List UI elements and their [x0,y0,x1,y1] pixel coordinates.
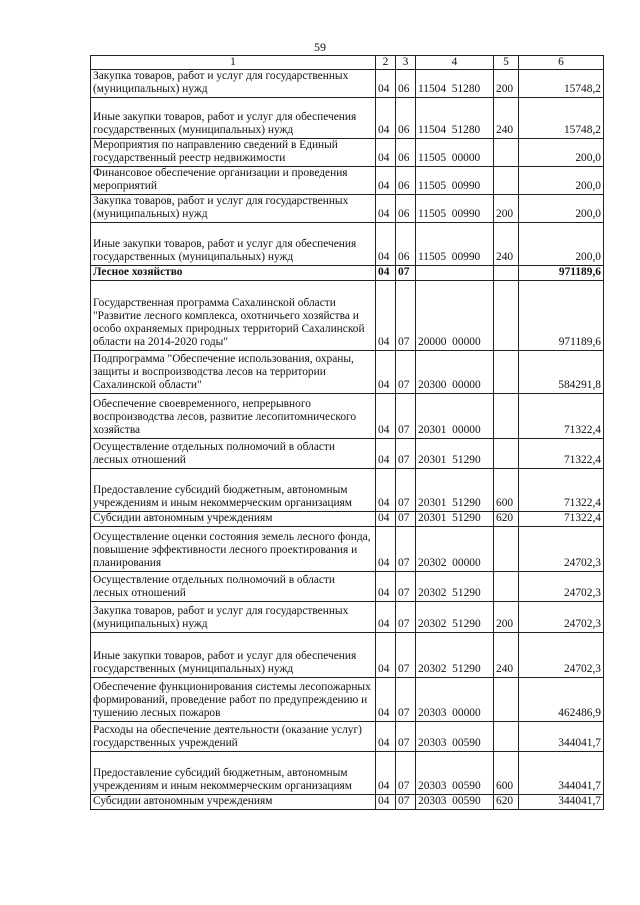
header-row [91,56,604,70]
expense-type-cell [494,350,519,393]
section-code-cell: 04 [376,70,396,97]
amount-cell: 71322,4 [519,511,604,526]
subsection-code-cell: 07 [396,393,416,438]
target-article-cell: 20303 00590 [416,751,494,794]
section-code-cell: 04 [376,194,396,222]
target-article-cell: 20000 00000 [416,280,494,350]
amount-cell: 200,0 [519,166,604,194]
target-article-cell: 20301 51290 [416,438,494,468]
expense-name-cell: Мероприятия по направлению сведений в Единый государственный реестр недвижимости [91,138,376,166]
subsection-code-cell: 07 [396,265,416,280]
section-code-cell: 04 [376,751,396,794]
expense-type-cell [494,166,519,194]
budget-table [90,55,604,810]
section-code-cell: 04 [376,601,396,632]
subsection-code-cell: 06 [396,138,416,166]
expense-type-cell [494,438,519,468]
amount-cell: 24702,3 [519,526,604,571]
amount-cell: 24702,3 [519,571,604,601]
expense-type-cell: 620 [494,794,519,809]
target-article-cell: 11504 51280 [416,97,494,138]
amount-cell: 344041,7 [519,794,604,809]
target-article-cell: 20302 51290 [416,601,494,632]
table-row [91,138,604,166]
target-article-cell: 11505 00990 [416,166,494,194]
column-header: 6 [519,56,604,70]
table-row [91,70,604,97]
subsection-code-cell: 07 [396,468,416,511]
amount-cell: 15748,2 [519,70,604,97]
table-row [91,393,604,438]
subsection-code-cell: 07 [396,438,416,468]
subsection-code-cell: 07 [396,350,416,393]
subsection-code-cell: 06 [396,166,416,194]
amount-cell: 71322,4 [519,438,604,468]
amount-cell: 24702,3 [519,632,604,677]
table-row [91,350,604,393]
expense-type-cell: 200 [494,70,519,97]
subsection-code-cell: 07 [396,677,416,721]
section-code-cell: 04 [376,468,396,511]
expense-name-cell: Осуществление отдельных полномочий в области лесных отношений [91,438,376,468]
expense-name-cell: Обеспечение функционирования системы лесопожарных формирований, проведение работ по предупреждению и тушению лесных пожаров [91,677,376,721]
section-code-cell: 04 [376,222,396,265]
section-code-cell: 04 [376,280,396,350]
expense-type-cell: 240 [494,97,519,138]
target-article-cell: 20303 00590 [416,794,494,809]
section-code-cell: 04 [376,526,396,571]
page-number: 59 [314,40,326,54]
amount-cell: 344041,7 [519,721,604,751]
table-row [91,601,604,632]
target-article-cell: 20300 00000 [416,350,494,393]
subsection-code-cell: 07 [396,526,416,571]
target-article-cell: 20302 00000 [416,526,494,571]
section-code-cell: 04 [376,166,396,194]
section-code-cell: 04 [376,438,396,468]
expense-name-cell: Обеспечение своевременного, непрерывного воспроизводства лесов, развитие лесопитомнического хозяйства [91,393,376,438]
target-article-cell [416,265,494,280]
table-row [91,751,604,794]
amount-cell: 462486,9 [519,677,604,721]
table-row [91,97,604,138]
target-article-cell: 11505 00990 [416,222,494,265]
subsection-code-cell: 07 [396,571,416,601]
target-article-cell: 20301 00000 [416,393,494,438]
amount-cell: 971189,6 [519,280,604,350]
expense-type-cell: 620 [494,511,519,526]
subsection-code-cell: 06 [396,70,416,97]
subsection-code-cell: 07 [396,794,416,809]
expense-name-cell: Закупка товаров, работ и услуг для государственных (муниципальных) нужд [91,601,376,632]
target-article-cell: 11505 00990 [416,194,494,222]
subsection-code-cell: 07 [396,751,416,794]
expense-name-cell: Субсидии автономным учреждениям [91,511,376,526]
expense-type-cell [494,571,519,601]
section-code-cell: 04 [376,632,396,677]
expense-name-cell: Иные закупки товаров, работ и услуг для обеспечения государственных (муниципальных) нужд [91,632,376,677]
table-body [91,70,604,809]
section-code-cell: 04 [376,794,396,809]
section-code-cell: 04 [376,677,396,721]
subsection-code-cell: 06 [396,194,416,222]
amount-cell: 71322,4 [519,393,604,438]
table-row [91,526,604,571]
expense-type-cell: 200 [494,194,519,222]
amount-cell: 200,0 [519,138,604,166]
subsection-code-cell: 07 [396,601,416,632]
target-article-cell: 11504 51280 [416,70,494,97]
table-row [91,194,604,222]
section-code-cell: 04 [376,97,396,138]
amount-cell: 200,0 [519,222,604,265]
expense-name-cell: Предоставление субсидий бюджетным, автономным учреждениям и иным некоммерческим организациям [91,468,376,511]
subsection-code-cell: 07 [396,511,416,526]
section-code-cell: 04 [376,265,396,280]
table-row [91,794,604,809]
expense-type-cell: 240 [494,632,519,677]
expense-name-cell: Субсидии автономным учреждениям [91,794,376,809]
subsection-code-cell: 07 [396,280,416,350]
column-header: 4 [416,56,494,70]
section-code-cell: 04 [376,511,396,526]
table-row [91,280,604,350]
expense-type-cell: 600 [494,751,519,794]
expense-type-cell: 240 [494,222,519,265]
expense-name-cell: Расходы на обеспечение деятельности (оказание услуг) государственных учреждений [91,721,376,751]
section-code-cell: 04 [376,138,396,166]
column-header: 5 [494,56,519,70]
amount-cell: 24702,3 [519,601,604,632]
amount-cell: 971189,6 [519,265,604,280]
amount-cell: 584291,8 [519,350,604,393]
expense-type-cell: 200 [494,601,519,632]
table-row [91,468,604,511]
target-article-cell: 20302 51290 [416,632,494,677]
section-code-cell: 04 [376,571,396,601]
table-row [91,721,604,751]
expense-name-cell: Закупка товаров, работ и услуг для государственных (муниципальных) нужд [91,194,376,222]
table-row [91,632,604,677]
table-row [91,677,604,721]
expense-name-cell: Осуществление отдельных полномочий в области лесных отношений [91,571,376,601]
column-header: 1 [91,56,376,70]
subsection-code-cell: 06 [396,222,416,265]
expense-type-cell [494,280,519,350]
expense-name-cell: Закупка товаров, работ и услуг для государственных (муниципальных) нужд [91,70,376,97]
table-row [91,265,604,280]
expense-name-cell: Осуществление оценки состояния земель лесного фонда, повышение эффективности лесного проектирования и планирования [91,526,376,571]
subsection-code-cell: 06 [396,97,416,138]
expense-name-cell: Иные закупки товаров, работ и услуг для обеспечения государственных (муниципальных) нужд [91,222,376,265]
expense-name-cell: Государственная программа Сахалинской области "Развитие лесного комплекса, охотничьего хозяйства и особо охраняемых природных территорий Сахалинской области на 2014-2020 годы" [91,280,376,350]
section-code-cell: 04 [376,393,396,438]
expense-name-cell: Подпрограмма "Обеспечение использования, охраны, защиты и воспроизводства лесов на территории Сахалинской области" [91,350,376,393]
table-row [91,511,604,526]
expense-type-cell [494,393,519,438]
expense-type-cell [494,677,519,721]
table-row [91,438,604,468]
subsection-code-cell: 07 [396,632,416,677]
target-article-cell: 20303 00590 [416,721,494,751]
amount-cell: 344041,7 [519,751,604,794]
table-row [91,166,604,194]
expense-type-cell [494,138,519,166]
expense-type-cell [494,526,519,571]
section-code-cell: 04 [376,721,396,751]
expense-name-cell: Предоставление субсидий бюджетным, автономным учреждениям и иным некоммерческим организациям [91,751,376,794]
target-article-cell: 20302 51290 [416,571,494,601]
expense-name-cell: Финансовое обеспечение организации и проведения мероприятий [91,166,376,194]
amount-cell: 15748,2 [519,97,604,138]
expense-type-cell: 600 [494,468,519,511]
amount-cell: 71322,4 [519,468,604,511]
section-code-cell: 04 [376,350,396,393]
table-row [91,571,604,601]
target-article-cell: 20301 51290 [416,468,494,511]
table-row [91,222,604,265]
expense-type-cell [494,265,519,280]
target-article-cell: 20303 00000 [416,677,494,721]
expense-type-cell [494,721,519,751]
expense-name-cell: Лесное хозяйство [91,265,376,280]
amount-cell: 200,0 [519,194,604,222]
column-header: 2 [376,56,396,70]
target-article-cell: 11505 00000 [416,138,494,166]
column-header: 3 [396,56,416,70]
expense-name-cell: Иные закупки товаров, работ и услуг для обеспечения государственных (муниципальных) нужд [91,97,376,138]
subsection-code-cell: 07 [396,721,416,751]
target-article-cell: 20301 51290 [416,511,494,526]
